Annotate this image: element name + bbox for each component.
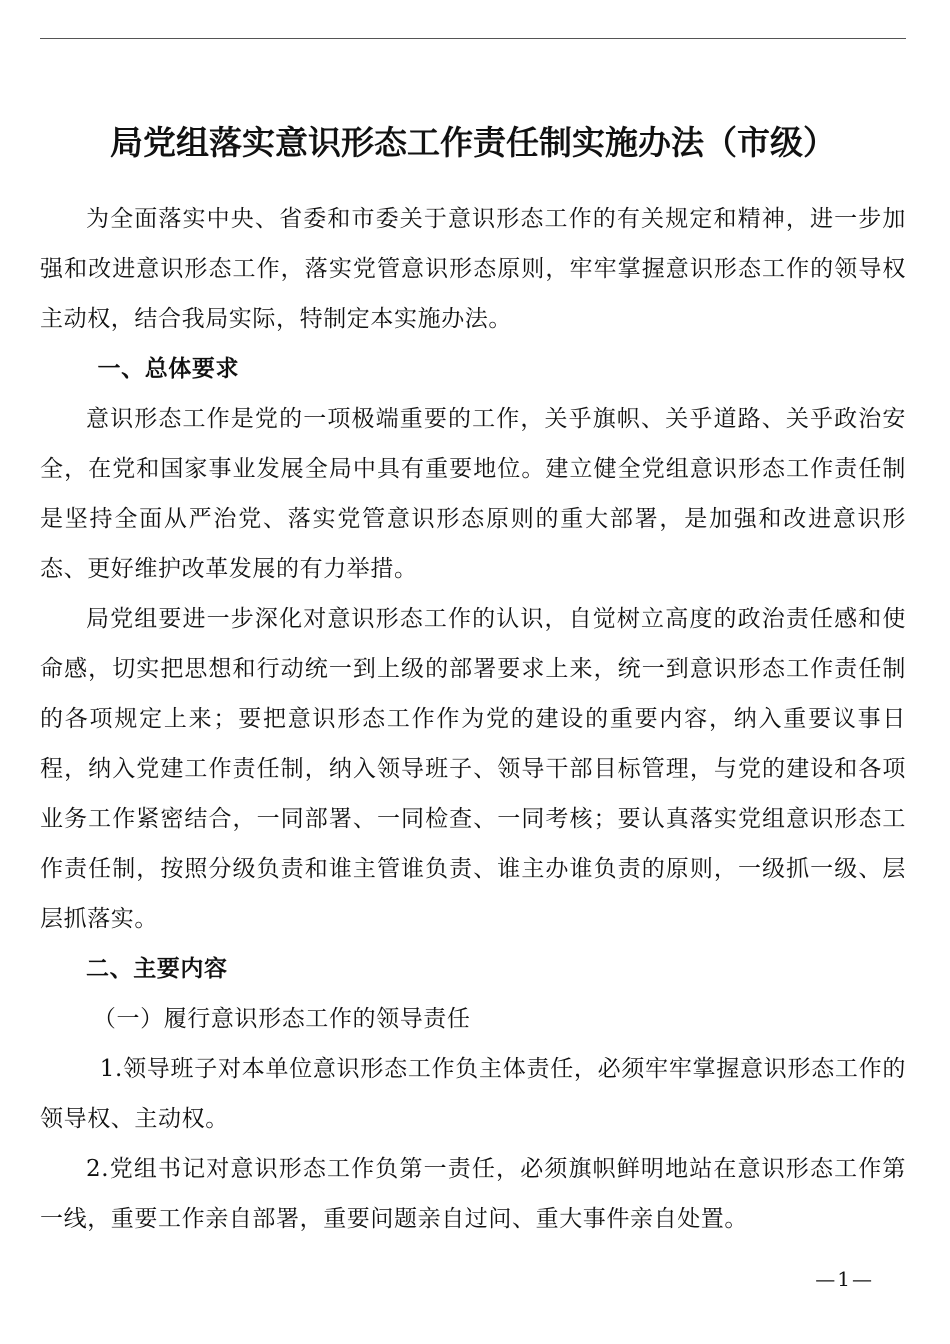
numbered-item-2: 2.党组书记对意识形态工作负第一责任，必须旗帜鲜明地站在意识形态工作第一线，重要工作亲自部署，重要问题亲自过问、重大事件亲自处置。 — [40, 1156, 906, 1232]
intro-paragraph: 为全面落实中央、省委和市委关于意识形态工作的有关规定和精神，进一步加强和改进意识形态工作，落实党管意识形态原则，牢牢掌握意识形态工作的领导权主动权，结合我局实际，特制定本实施办法。 — [40, 206, 906, 332]
document-title: 局党组落实意识形态工作责任制实施办法（市级） — [110, 123, 836, 162]
page-number: —1— — [815, 1267, 874, 1291]
document-body — [40, 194, 906, 1244]
section-heading-general-requirements: 一、总体要求 — [97, 355, 240, 382]
section-heading-main-content: 二、主要内容 — [86, 955, 228, 982]
body-paragraph: 局党组要进一步深化对意识形态工作的认识，自觉树立高度的政治责任感和使命感，切实把思想和行动统一到上级的部署要求上来，统一到意识形态工作责任制的各项规定上来；要把意识形态工作作为党的建设的重要内容，纳入重要议事日程，纳入党建工作责任制，纳入领导班子、领导干部目标管理，与党的建设和各项业务工作紧密结合，一同部署、一同检查、一同考核；要认真落实党组意识形态工作责任制，按照分级负责和谁主管谁负责、谁主办谁负责的原则，一级抓一级、层层抓落实。 — [40, 606, 906, 932]
subsection-heading-leadership-responsibility: （一）履行意识形态工作的领导责任 — [92, 1006, 471, 1032]
numbered-item-1: 1.领导班子对本单位意识形态工作负主体责任，必须牢牢掌握意识形态工作的领导权、主动权。 — [40, 1056, 906, 1132]
header-rule — [40, 38, 906, 39]
body-paragraph: 意识形态工作是党的一项极端重要的工作，关乎旗帜、关乎道路、关乎政治安全，在党和国家事业发展全局中具有重要地位。建立健全党组意识形态工作责任制是坚持全面从严治党、落实党管意识形态原则的重大部署，是加强和改进意识形态、更好维护改革发展的有力举措。 — [40, 406, 906, 582]
